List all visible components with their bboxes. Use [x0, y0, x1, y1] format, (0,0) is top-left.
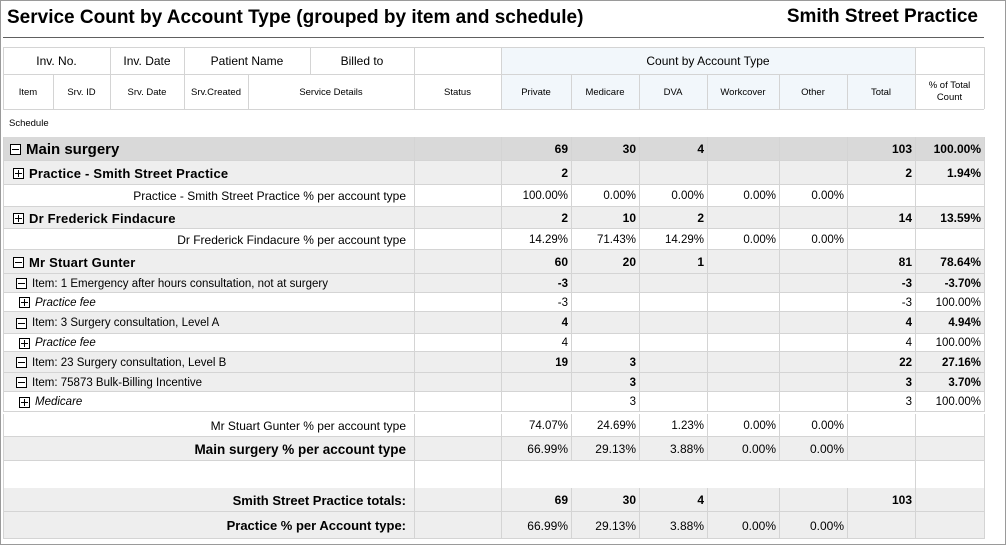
cell-private	[501, 373, 571, 392]
cell-medicare	[571, 161, 639, 185]
row-label-mr-stuart-gunter-per-account-type	[3, 414, 414, 437]
header-srv-id: Srv. ID	[67, 86, 96, 98]
cell-medicare: 71.43%	[596, 233, 636, 246]
cell-medicare: 20	[622, 255, 636, 269]
cell-other	[779, 373, 847, 392]
practice-name: Smith Street Practice	[786, 6, 978, 27]
cell-workcover	[707, 352, 779, 373]
cell-pct	[915, 488, 984, 512]
cell-medicare: 0.00%	[603, 190, 636, 202]
header-private: Private	[521, 86, 551, 98]
row-label-practice-fee	[19, 334, 414, 352]
collapse-icon[interactable]	[13, 257, 24, 268]
cell-private: 14.29%	[528, 233, 568, 246]
cell-pct: 100.00%	[935, 337, 981, 349]
cell-pct: 78.64%	[940, 255, 981, 269]
row-label-practice-per-account-type	[3, 512, 414, 539]
cell-workcover	[707, 207, 779, 229]
expand-icon[interactable]	[13, 213, 24, 224]
row-label-text: Item: 1 Emergency after hours consultation, not at surgery	[32, 277, 328, 290]
row-label-item-75873-bulk-billing-incentive	[16, 373, 414, 392]
cell-pct: -3.70%	[944, 277, 981, 290]
row-label-practice-fee	[19, 293, 414, 312]
cell-other: 0.00%	[811, 190, 844, 202]
cell-total	[847, 512, 915, 539]
expand-icon[interactable]	[19, 338, 30, 349]
row-label-text: Dr Frederick Findacure % per account type	[177, 232, 406, 247]
cell-workcover: 0.00%	[741, 518, 776, 533]
cell-pct: 3.70%	[948, 376, 981, 389]
cell-other: 0.00%	[809, 442, 844, 456]
cell-medicare: 24.69%	[596, 419, 636, 432]
header-pct-total: % of Total Count	[928, 80, 971, 103]
cell-private: 100.00%	[522, 190, 568, 202]
cell-pct: 13.59%	[940, 211, 981, 225]
cell-workcover	[707, 250, 779, 274]
row-label-practice-smith-street-practice-per-account-type	[3, 185, 414, 207]
header-inv-date: Inv. Date	[123, 54, 171, 68]
cell-pct	[915, 512, 984, 539]
header-billed-to: Billed to	[340, 54, 384, 68]
cell-total	[847, 414, 915, 437]
cell-workcover: 0.00%	[741, 442, 776, 456]
header-status: Status	[444, 86, 471, 98]
cell-other	[779, 137, 847, 161]
collapse-icon[interactable]	[16, 278, 27, 289]
cell-private: 19	[555, 356, 568, 369]
cell-total: 103	[891, 142, 912, 156]
cell-medicare: 10	[622, 211, 636, 225]
schedule-label-row	[3, 109, 984, 137]
collapse-icon[interactable]	[10, 144, 21, 155]
header-row-1	[3, 47, 984, 75]
cell-pct	[915, 185, 984, 207]
cell-workcover	[707, 312, 779, 334]
cell-dva: 3.88%	[669, 442, 704, 456]
cell-total	[847, 437, 915, 461]
cell-pct	[915, 229, 984, 250]
cell-dva: 1.23%	[671, 419, 704, 432]
cell-dva	[639, 373, 707, 392]
cell-total: 4	[905, 337, 912, 349]
row-label-text: Dr Frederick Findacure	[29, 210, 176, 226]
cell-other	[779, 293, 847, 312]
cell-private: 69	[554, 142, 568, 156]
cell-workcover	[707, 274, 779, 293]
cell-dva: 4	[697, 493, 704, 507]
cell-dva	[639, 334, 707, 352]
cell-other	[779, 334, 847, 352]
cell-total: 3	[905, 396, 912, 408]
cell-private: 2	[561, 211, 568, 225]
cell-dva: 3.88%	[669, 518, 704, 533]
cell-private: 60	[554, 255, 568, 269]
header-row-2	[3, 75, 984, 109]
cell-pct: 100.00%	[935, 396, 981, 408]
cell-dva	[639, 161, 707, 185]
cell-workcover	[707, 392, 779, 412]
cell-total: 2	[905, 166, 912, 180]
cell-medicare: 3	[629, 376, 636, 389]
cell-total: 3	[905, 376, 912, 389]
row-label-text: Smith Street Practice totals:	[232, 492, 406, 508]
row-label-text: Item: 75873 Bulk-Billing Incentive	[32, 376, 203, 389]
cell-dva	[639, 274, 707, 293]
cell-other	[779, 207, 847, 229]
report-row-fee	[3, 293, 984, 312]
header-count-by-account-type: Count by Account Type	[646, 54, 770, 68]
header-service-details: Service Details	[299, 86, 363, 98]
cell-total: -3	[901, 277, 912, 290]
cell-pct: 4.94%	[948, 317, 981, 329]
row-label-text: Medicare	[35, 396, 83, 408]
cell-total: 81	[898, 255, 912, 269]
cell-dva: 2	[697, 211, 704, 225]
cell-workcover	[707, 488, 779, 512]
cell-workcover: 0.00%	[743, 419, 776, 432]
header-medicare: Medicare	[585, 86, 625, 98]
row-label-text: Mr Stuart Gunter	[29, 254, 136, 270]
cell-pct: 27.16%	[941, 356, 981, 369]
row-label-mr-stuart-gunter	[13, 250, 414, 274]
row-label-main-surgery	[10, 137, 414, 161]
expand-icon[interactable]	[19, 397, 30, 408]
cell-dva: 4	[697, 142, 704, 156]
row-label-text: Item: 23 Surgery consultation, Level B	[32, 356, 227, 369]
row-label-text: Practice fee	[35, 296, 96, 309]
row-label-item-23-surgery-consultation-level-b	[16, 352, 414, 373]
cell-private: 2	[561, 166, 568, 180]
report-row-item	[3, 274, 984, 293]
cell-workcover	[707, 137, 779, 161]
cell-medicare: 29.13%	[595, 442, 636, 456]
report-row-sub	[3, 250, 984, 274]
row-label-text: Item: 3 Surgery consultation, Level A	[32, 317, 220, 329]
cell-dva	[639, 293, 707, 312]
header-patient-name: Patient Name	[210, 54, 284, 68]
row-label-dr-frederick-findacure-per-account-type	[3, 229, 414, 250]
row-label-practice-smith-street-practice	[13, 161, 414, 185]
report-row-item	[3, 352, 984, 373]
report-title: Service Count by Account Type (grouped by item and schedule)	[7, 7, 584, 28]
collapse-icon[interactable]	[16, 318, 27, 329]
cell-pct: 100.00%	[933, 142, 981, 156]
cell-other	[779, 488, 847, 512]
header-workcover: Workcover	[720, 86, 766, 98]
cell-medicare: 3	[629, 356, 636, 369]
cell-workcover	[707, 161, 779, 185]
header-other: Other	[801, 86, 825, 98]
row-label-text: Practice - Smith Street Practice % per account type	[133, 189, 406, 203]
header-item: Item	[18, 86, 38, 98]
cell-medicare: 30	[622, 142, 636, 156]
report-row-pctbig	[3, 437, 984, 461]
report-row-sub	[3, 207, 984, 229]
cell-medicare: 30	[622, 493, 636, 507]
cell-dva	[639, 392, 707, 412]
report-header	[0, 0, 1006, 38]
cell-medicare	[571, 274, 639, 293]
report-row-pct	[3, 185, 984, 207]
row-label-main-surgery-per-account-type	[3, 437, 414, 461]
collapse-icon[interactable]	[16, 357, 27, 368]
cell-other	[779, 274, 847, 293]
row-label-item-3-surgery-consultation-level-a	[16, 312, 414, 334]
cell-dva	[639, 352, 707, 373]
cell-workcover	[707, 293, 779, 312]
cell-total: -3	[901, 296, 912, 309]
cell-total: 4	[905, 317, 912, 329]
header-divider	[3, 37, 984, 38]
cell-total: 14	[898, 211, 912, 225]
expand-icon[interactable]	[13, 168, 24, 179]
cell-private: -3	[557, 277, 568, 290]
collapse-icon[interactable]	[16, 377, 27, 388]
header-total: Total	[870, 86, 892, 98]
cell-other: 0.00%	[809, 518, 844, 533]
row-label-medicare	[19, 392, 414, 412]
cell-total	[847, 185, 915, 207]
cell-dva	[639, 312, 707, 334]
cell-pct: 1.94%	[946, 166, 981, 180]
report-row-pct	[3, 229, 984, 250]
cell-dva: 1	[697, 255, 704, 269]
cell-other	[779, 392, 847, 412]
cell-total: 22	[899, 356, 912, 369]
row-label-dr-frederick-findacure	[13, 207, 414, 229]
cell-private: -3	[557, 296, 568, 309]
report-row-item	[3, 312, 984, 334]
cell-workcover	[707, 373, 779, 392]
cell-medicare	[571, 293, 639, 312]
cell-other	[779, 161, 847, 185]
row-label-text: Practice - Smith Street Practice	[29, 165, 229, 181]
report-row-sub	[3, 161, 984, 185]
cell-workcover: 0.00%	[743, 233, 776, 246]
row-label-text: Main surgery	[26, 140, 120, 158]
cell-private: 4	[561, 337, 568, 349]
cell-dva: 0.00%	[671, 190, 704, 202]
cell-medicare: 29.13%	[595, 518, 636, 533]
cell-medicare	[571, 334, 639, 352]
report-row-item	[3, 373, 984, 392]
row-label-text: Main surgery % per account type	[194, 441, 406, 457]
row-label-text: Practice % per Account type:	[226, 518, 406, 533]
cell-workcover	[707, 334, 779, 352]
cell-other	[779, 352, 847, 373]
cell-other	[779, 250, 847, 274]
cell-total: 103	[891, 493, 912, 507]
cell-medicare	[571, 312, 639, 334]
report-row-totalspct	[3, 512, 984, 539]
cell-other: 0.00%	[811, 419, 844, 432]
report-row-pct	[3, 414, 984, 437]
row-label-text: Practice fee	[35, 337, 96, 349]
cell-private: 66.99%	[527, 518, 568, 533]
cell-pct	[915, 437, 984, 461]
cell-other: 0.00%	[811, 233, 844, 246]
cell-pct	[915, 414, 984, 437]
report-row-fee	[3, 392, 984, 412]
cell-private: 4	[561, 317, 568, 329]
header-srv-created: Srv.Created	[191, 86, 241, 98]
row-label-smith-street-practice-totals	[3, 488, 414, 512]
cell-private: 69	[554, 493, 568, 507]
cell-medicare: 3	[629, 396, 636, 408]
header-dva: DVA	[663, 86, 683, 98]
section-spacer	[3, 461, 984, 488]
header-inv-no: Inv. No.	[36, 54, 77, 68]
cell-private: 66.99%	[527, 442, 568, 456]
row-label-item-1-emergency-after-hours-consultation-not-at-surgery	[16, 274, 414, 293]
report-row-totals	[3, 488, 984, 512]
header-srv-date: Srv. Date	[127, 86, 167, 98]
cell-total	[847, 229, 915, 250]
row-label-text: Mr Stuart Gunter % per account type	[210, 418, 406, 433]
cell-other	[779, 312, 847, 334]
cell-private	[501, 392, 571, 412]
cell-private: 74.07%	[528, 419, 568, 432]
expand-icon[interactable]	[19, 297, 30, 308]
schedule-label: Schedule	[9, 117, 49, 129]
cell-workcover: 0.00%	[743, 190, 776, 202]
cell-dva: 14.29%	[664, 233, 704, 246]
report-row-fee	[3, 334, 984, 352]
cell-pct: 100.00%	[935, 296, 981, 309]
report-row-group	[3, 137, 984, 161]
